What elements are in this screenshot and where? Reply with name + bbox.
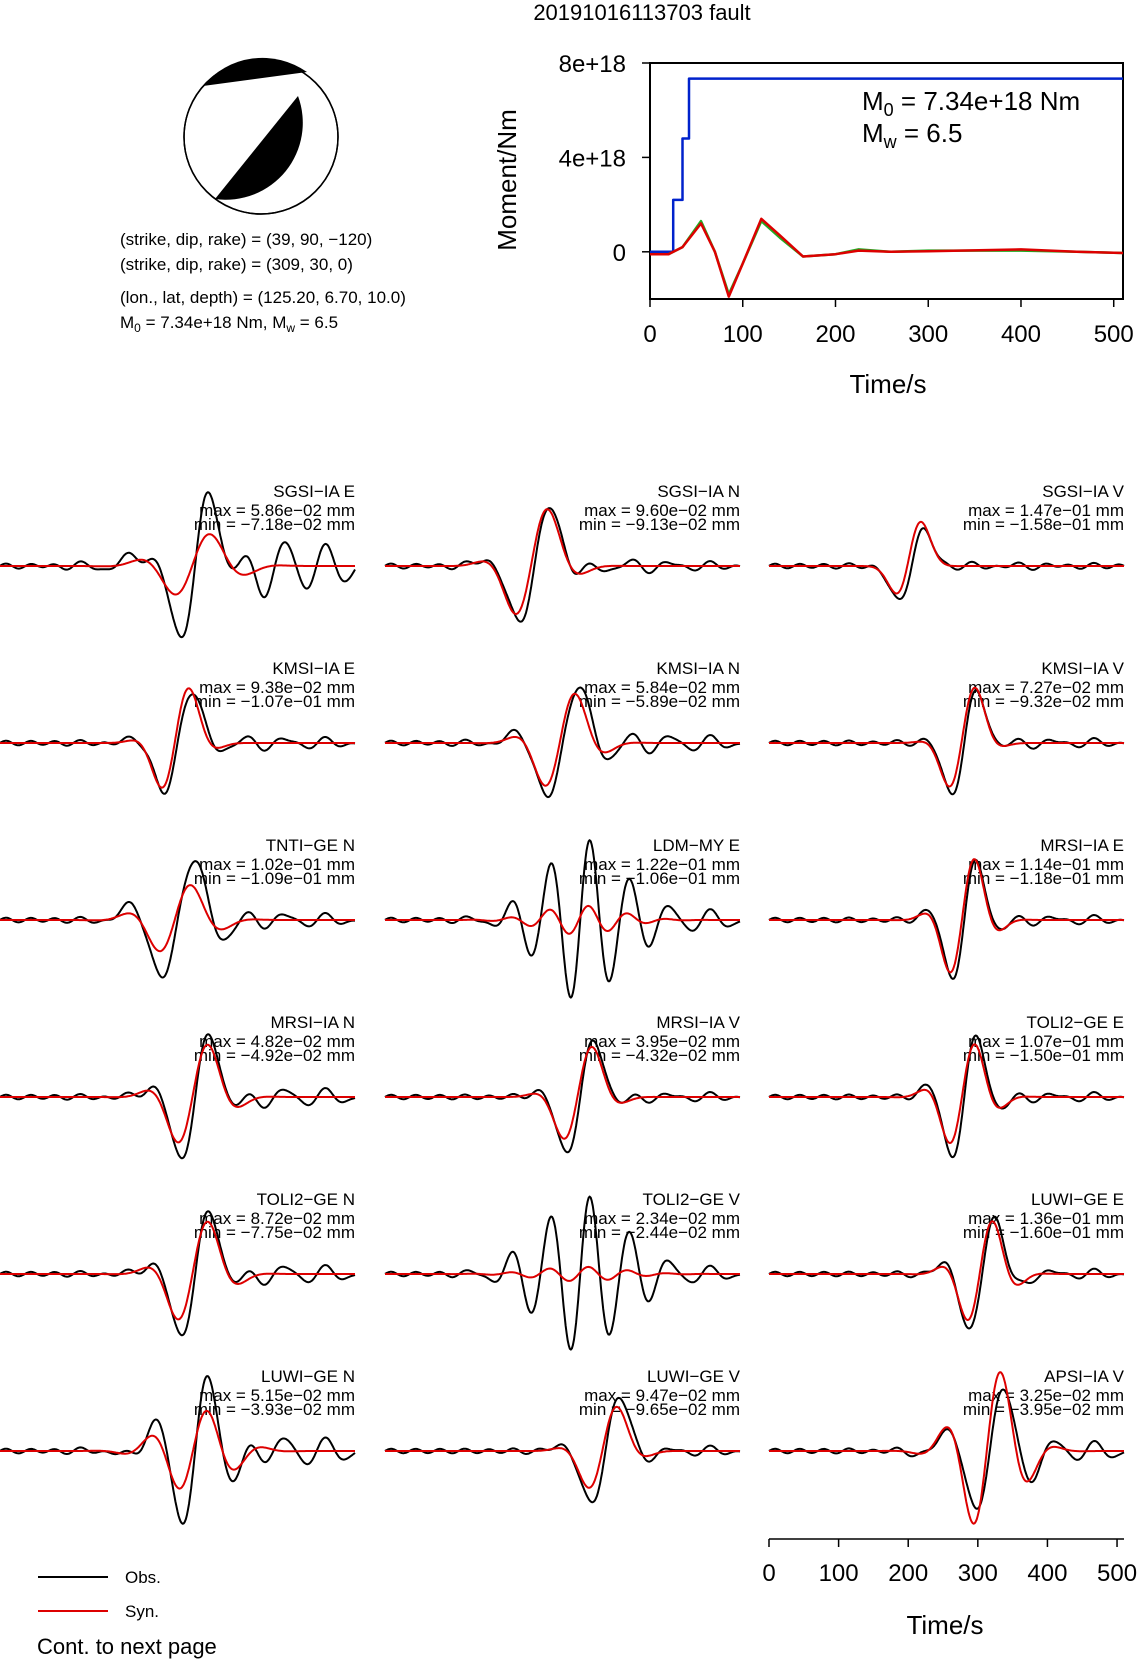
trace-panel [769, 1190, 1124, 1328]
waveform-xtick-label-5: 500 [1097, 1560, 1138, 1587]
trace-max-value: max = 3.95e−02 mm [584, 1032, 740, 1051]
waveform-panels [0, 482, 1125, 1524]
moment-text: $M_0 = 7.34e+18$ Nm, $M_w = 6.5$ [120, 313, 339, 335]
trace-panel [0, 1013, 355, 1158]
moment-series-line-2 [650, 219, 1123, 297]
trace-min-value: min = −4.92e−02 mm [193, 1046, 355, 1065]
trace-station-name: TOLI2−GE E [1026, 1013, 1124, 1032]
trace-max-value: max = 5.86e−02 mm [199, 501, 355, 520]
trace-min-value: min = −1.09e−01 mm [193, 869, 355, 888]
continue-note: Cont. to next page [37, 1634, 217, 1659]
trace-station-name: MRSI−IA N [270, 1013, 355, 1032]
trace-station-name: KMSI−IA V [1041, 659, 1124, 678]
trace-max-value: max = 1.47e−01 mm [968, 501, 1124, 520]
trace-max-value: max = 5.84e−02 mm [584, 678, 740, 697]
trace-station-name: KMSI−IA N [656, 659, 740, 678]
trace-station-name: SGSI−IA V [1042, 482, 1124, 501]
trace-station-name: SGSI−IA N [657, 482, 740, 501]
trace-min-value: min = −9.65e−02 mm [578, 1400, 740, 1419]
trace-max-value: max = 1.14e−01 mm [968, 855, 1124, 874]
trace-station-name: SGSI−IA E [273, 482, 355, 501]
trace-min-value: min = −1.07e−01 mm [193, 692, 355, 711]
trace-min-value: min = −1.58e−01 mm [962, 515, 1124, 534]
waveform-xtick-label-4: 400 [1027, 1560, 1068, 1587]
trace-max-value: max = 1.36e−01 mm [968, 1209, 1124, 1228]
moment-mw-annotation: $M_w = 6.5$ [862, 118, 963, 152]
trace-panel [385, 659, 740, 797]
moment-m0-annotation: $M_0 = 7.34e+18$ Nm [862, 86, 1081, 120]
trace-panel [0, 1367, 355, 1524]
location-text: (lon., lat, depth) = (125.20, 6.70, 10.0) [120, 288, 406, 307]
trace-station-name: LUWI−GE V [646, 1367, 740, 1386]
trace-min-value: min = −7.18e−02 mm [193, 515, 355, 534]
trace-min-value: min = −1.60e−01 mm [962, 1223, 1124, 1242]
trace-panel [769, 1013, 1124, 1157]
trace-max-value: max = 9.60e−02 mm [584, 501, 740, 520]
moment-ylabel: Moment/Nm [492, 109, 522, 251]
trace-panel [0, 1190, 355, 1335]
trace-min-value: min = −4.32e−02 mm [578, 1046, 740, 1065]
trace-station-name: TOLI2−GE N [256, 1190, 355, 1209]
moment-series-line-1 [650, 221, 1123, 294]
moment-ytick-label-1: 4e+18 [558, 145, 626, 173]
strike-dip-rake-2: (strike, dip, rake) = (309, 30, 0) [120, 255, 353, 274]
trace-min-value: min = −9.32e−02 mm [962, 692, 1124, 711]
trace-panel [769, 482, 1125, 599]
trace-min-value: min = −5.89e−02 mm [578, 692, 740, 711]
trace-min-value: min = −3.93e−02 mm [193, 1400, 355, 1419]
legend [38, 1568, 161, 1621]
trace-min-value: min = −7.75e−02 mm [193, 1223, 355, 1242]
trace-station-name: LUWI−GE N [261, 1367, 355, 1386]
trace-max-value: max = 2.34e−02 mm [584, 1209, 740, 1228]
trace-panel [385, 1367, 741, 1502]
trace-station-name: TNTI−GE N [265, 836, 355, 855]
trace-station-name: LUWI−GE E [1030, 1190, 1124, 1209]
trace-min-value: min = −1.06e−01 mm [578, 869, 740, 888]
beachball-icon [184, 58, 338, 214]
waveform-xtick-label-1: 100 [818, 1560, 859, 1587]
trace-panel [0, 659, 355, 794]
trace-panel [385, 1190, 741, 1350]
trace-panel [769, 1367, 1125, 1524]
moment-xtick-label-3: 300 [908, 321, 949, 348]
observed-trace-line [769, 528, 1124, 599]
trace-max-value: max = 7.27e−02 mm [968, 678, 1124, 697]
waveform-xlabel: Time/s [906, 1610, 984, 1640]
waveform-xtick-label-2: 200 [888, 1560, 929, 1587]
trace-max-value: max = 5.15e−02 mm [199, 1386, 355, 1405]
trace-max-value: max = 1.22e−01 mm [584, 855, 740, 874]
trace-station-name: KMSI−IA E [272, 659, 355, 678]
moment-xtick-label-0: 0 [643, 321, 657, 348]
legend-syn-label: Syn. [125, 1602, 160, 1621]
trace-max-value: max = 8.72e−02 mm [199, 1209, 355, 1228]
trace-max-value: max = 4.82e−02 mm [199, 1032, 355, 1051]
trace-min-value: min = −2.44e−02 mm [578, 1223, 740, 1242]
legend-obs-label: Obs. [125, 1568, 161, 1587]
trace-min-value: min = −9.13e−02 mm [578, 515, 740, 534]
waveform-time-axis [762, 1539, 1137, 1587]
moment-xtick-label-5: 500 [1093, 321, 1134, 348]
trace-panel [769, 659, 1125, 794]
trace-max-value: max = 9.47e−02 mm [584, 1386, 740, 1405]
trace-panel [385, 836, 740, 998]
waveform-xtick-label-3: 300 [957, 1560, 998, 1587]
trace-max-value: max = 9.38e−02 mm [199, 678, 355, 697]
trace-station-name: LDM−MY E [652, 836, 740, 855]
trace-max-value: max = 3.25e−02 mm [968, 1386, 1124, 1405]
trace-max-value: max = 1.02e−01 mm [199, 855, 355, 874]
moment-xlabel: Time/s [849, 369, 927, 399]
moment-xtick-label-4: 400 [1000, 321, 1042, 348]
trace-panel [0, 836, 355, 978]
trace-station-name: MRSI−IA V [656, 1013, 740, 1032]
trace-panel [385, 1013, 741, 1152]
moment-chart [492, 51, 1134, 399]
moment-xtick-label-1: 100 [722, 321, 763, 348]
moment-ytick-label-2: 0 [612, 239, 626, 267]
trace-min-value: min = −3.95e−02 mm [962, 1400, 1124, 1419]
trace-max-value: max = 1.07e−01 mm [968, 1032, 1124, 1051]
figure-title: 20191016113703 fault [533, 0, 751, 25]
trace-station-name: APSI−IA V [1044, 1367, 1124, 1386]
moment-ytick-label-0: 8e+18 [558, 51, 626, 78]
trace-panel [385, 482, 740, 622]
waveform-xtick-label-0: 0 [762, 1560, 776, 1587]
strike-dip-rake-1: (strike, dip, rake) = (39, 90, −120) [120, 230, 373, 249]
trace-station-name: TOLI2−GE V [642, 1190, 740, 1209]
moment-xtick-label-2: 200 [815, 321, 856, 348]
trace-panel [0, 482, 355, 637]
trace-min-value: min = −1.50e−01 mm [962, 1046, 1124, 1065]
trace-station-name: MRSI−IA E [1040, 836, 1124, 855]
trace-panel [769, 836, 1124, 979]
trace-min-value: min = −1.18e−01 mm [962, 869, 1124, 888]
